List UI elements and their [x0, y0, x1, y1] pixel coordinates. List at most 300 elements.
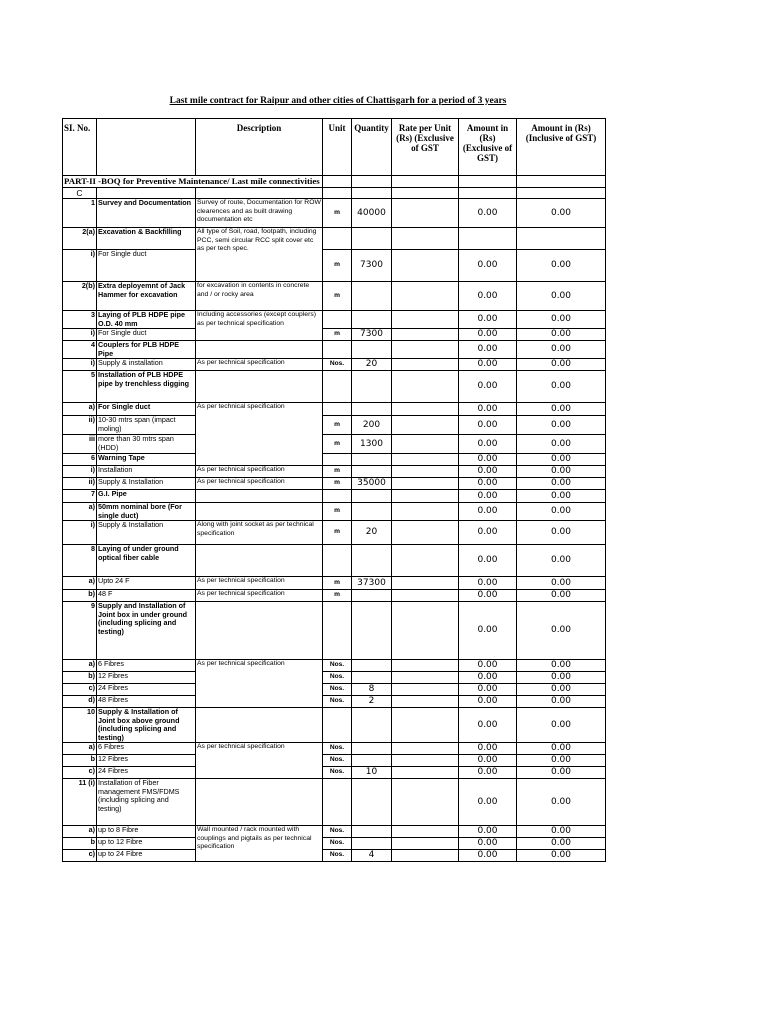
table-row [63, 503, 606, 521]
amount-inclusive: 0.00 [517, 755, 606, 767]
amount-exclusive: 0.00 [459, 199, 517, 228]
table-row [63, 545, 606, 577]
amount-inclusive: 0.00 [517, 602, 606, 660]
blank-cell [392, 188, 459, 199]
amount-inclusive: 0.00 [517, 329, 606, 341]
table-row [63, 577, 606, 590]
item-rate [392, 466, 459, 478]
table-row [63, 311, 606, 329]
item-rate [392, 660, 459, 672]
amount-inclusive: 0.00 [517, 341, 606, 359]
item-name: Couplers for PLB HDPE Pipe [97, 341, 196, 359]
item-description [196, 779, 323, 826]
item-unit: m [323, 466, 352, 478]
item-quantity: 200 [352, 416, 392, 435]
amount-exclusive: 0.00 [459, 466, 517, 478]
table-row [63, 755, 606, 767]
amount-exclusive: 0.00 [459, 416, 517, 435]
item-rate [392, 503, 459, 521]
item-unit [323, 371, 352, 403]
item-description [196, 708, 323, 743]
amount-exclusive: 0.00 [459, 341, 517, 359]
item-unit: Nos. [323, 660, 352, 672]
item-quantity: 7300 [352, 250, 392, 282]
item-name: G.I. Pipe [97, 490, 196, 503]
item-name: Supply & installation [97, 359, 196, 371]
item-number: iii [63, 435, 97, 454]
amount-inclusive: 0.00 [517, 478, 606, 490]
item-rate [392, 341, 459, 359]
item-rate [392, 838, 459, 850]
item-unit: m [323, 199, 352, 228]
item-description [196, 341, 323, 359]
item-number: 11 (i) [63, 779, 97, 826]
item-unit [323, 708, 352, 743]
item-rate [392, 478, 459, 490]
item-quantity [352, 602, 392, 660]
item-number: c) [63, 767, 97, 779]
blank-cell [517, 188, 606, 199]
item-quantity: 20 [352, 521, 392, 545]
amount-inclusive: 0.00 [517, 199, 606, 228]
amount-exclusive: 0.00 [459, 660, 517, 672]
item-quantity [352, 826, 392, 838]
item-quantity [352, 311, 392, 329]
item-description: As per technical specification [196, 743, 323, 779]
item-name: Supply and Installation of Joint box in under ground (including splicing and testing) [97, 602, 196, 660]
table-row [63, 684, 606, 696]
amount-exclusive: 0.00 [459, 503, 517, 521]
item-number: ii) [63, 478, 97, 490]
header-rate: Rate per Unit (Rs) (Exclusive of GST [392, 119, 459, 176]
item-description: Including accessories (except couplers) as per technical specification [196, 311, 323, 341]
amount-inclusive: 0.00 [517, 311, 606, 329]
amount-exclusive: 0.00 [459, 767, 517, 779]
amount-inclusive: 0.00 [517, 838, 606, 850]
amount-inclusive: 0.00 [517, 359, 606, 371]
item-description: for excavation in contents in concrete and / or rocky area [196, 282, 323, 311]
amount-inclusive: 0.00 [517, 416, 606, 435]
item-name: Excavation & Backfilling [97, 228, 196, 250]
item-number: 9 [63, 602, 97, 660]
header-quantity: Quantity [352, 119, 392, 176]
item-quantity: 1300 [352, 435, 392, 454]
item-quantity [352, 743, 392, 755]
amount-inclusive: 0.00 [517, 454, 606, 466]
item-quantity [352, 838, 392, 850]
item-quantity [352, 490, 392, 503]
item-name: 24 Fibres [97, 767, 196, 779]
item-name: For Single duct [97, 329, 196, 341]
item-name: 48 Fibres [97, 696, 196, 708]
amount-exclusive: 0.00 [459, 521, 517, 545]
table-row [63, 838, 606, 850]
amount-inclusive: 0.00 [517, 660, 606, 672]
item-unit: Nos. [323, 359, 352, 371]
item-name: 48 F [97, 590, 196, 602]
item-description [196, 545, 323, 577]
amount-exclusive: 0.00 [459, 672, 517, 684]
item-unit: m [323, 250, 352, 282]
item-quantity [352, 672, 392, 684]
item-description [196, 602, 323, 660]
blank-cell [352, 188, 392, 199]
item-rate [392, 403, 459, 416]
item-name: Supply & Installation [97, 521, 196, 545]
item-rate [392, 371, 459, 403]
item-number: i) [63, 250, 97, 282]
header-blank [97, 119, 196, 176]
amount-exclusive: 0.00 [459, 602, 517, 660]
item-name: up to 8 Fibre [97, 826, 196, 838]
amount-exclusive: 0.00 [459, 490, 517, 503]
item-unit [323, 341, 352, 359]
item-description: Wall mounted / rack mounted with couplings and pigtails as per technical specification [196, 826, 323, 862]
item-description [196, 490, 323, 503]
item-rate [392, 755, 459, 767]
item-rate [392, 577, 459, 590]
document-title-text: Last mile contract for Raipur and other cities of Chattisgarh for a period of 3 years [169, 96, 507, 106]
table-row [63, 329, 606, 341]
item-unit: m [323, 521, 352, 545]
item-rate [392, 696, 459, 708]
item-unit: m [323, 282, 352, 311]
item-rate [392, 767, 459, 779]
item-rate [392, 416, 459, 435]
blank-cell [97, 188, 196, 199]
item-unit: Nos. [323, 755, 352, 767]
item-rate [392, 708, 459, 743]
item-rate [392, 590, 459, 602]
item-name: Extra deployemnt of Jack Hammer for excavation [97, 282, 196, 311]
item-description: Survey of route, Documentation for ROW clearences and as built drawing documentation etc [196, 199, 323, 228]
table-row [63, 466, 606, 478]
item-rate [392, 850, 459, 862]
amount-exclusive: 0.00 [459, 311, 517, 329]
item-description: Along with joint socket as per technical specification [196, 521, 323, 545]
item-name: For Single duct [97, 403, 196, 416]
item-quantity: 40000 [352, 199, 392, 228]
section-label: C [63, 188, 97, 199]
blank-cell [392, 176, 459, 188]
item-name: more than 30 mtrs span (HDD) [97, 435, 196, 454]
item-rate [392, 250, 459, 282]
item-number: a) [63, 503, 97, 521]
amount-exclusive: 0.00 [459, 359, 517, 371]
item-description: As per technical specification [196, 359, 323, 371]
amount-inclusive: 0.00 [517, 545, 606, 577]
item-number: b) [63, 672, 97, 684]
item-description: All type of Soil, road, footpath, including PCC, semi circular RCC split cover etc as per tech spec. [196, 228, 323, 282]
item-name: 10-30 mtrs span (impact moling) [97, 416, 196, 435]
amount-exclusive: 0.00 [459, 696, 517, 708]
table-row [63, 416, 606, 435]
header-row [63, 119, 606, 176]
item-name: 12 Fibres [97, 755, 196, 767]
item-rate [392, 359, 459, 371]
item-rate [392, 826, 459, 838]
table-row [63, 478, 606, 490]
amount-inclusive: 0.00 [517, 490, 606, 503]
item-unit: Nos. [323, 684, 352, 696]
amount-inclusive: 0.00 [517, 696, 606, 708]
item-number: 6 [63, 454, 97, 466]
item-quantity [352, 779, 392, 826]
table-row [63, 602, 606, 660]
item-unit: m [323, 435, 352, 454]
item-quantity [352, 466, 392, 478]
blank-cell [517, 176, 606, 188]
item-number: i) [63, 359, 97, 371]
amount-exclusive: 0.00 [459, 850, 517, 862]
amount-exclusive: 0.00 [459, 743, 517, 755]
item-unit: m [323, 416, 352, 435]
item-rate [392, 684, 459, 696]
header-amount-exclusive: Amount in (Rs) (Exclusive of GST) [459, 119, 517, 176]
item-number: 8 [63, 545, 97, 577]
item-unit [323, 403, 352, 416]
amount-inclusive: 0.00 [517, 684, 606, 696]
item-number: d) [63, 696, 97, 708]
item-unit: Nos. [323, 850, 352, 862]
item-number: i) [63, 466, 97, 478]
item-number: 1 [63, 199, 97, 228]
amount-exclusive: 0.00 [459, 478, 517, 490]
amount-exclusive: 0.00 [459, 826, 517, 838]
item-name: 50mm nominal bore (For single duct) [97, 503, 196, 521]
item-rate [392, 602, 459, 660]
item-quantity [352, 755, 392, 767]
blank-cell [459, 188, 517, 199]
table-row [63, 228, 606, 250]
amount-exclusive: 0.00 [459, 577, 517, 590]
item-description: As per technical specification [196, 403, 323, 466]
item-number: 3 [63, 311, 97, 329]
amount-inclusive: 0.00 [517, 850, 606, 862]
item-quantity: 37300 [352, 577, 392, 590]
item-number: 2(a) [63, 228, 97, 250]
table-row [63, 826, 606, 838]
amount-inclusive [517, 228, 606, 250]
table-row [63, 521, 606, 545]
item-quantity [352, 590, 392, 602]
item-name: Upto 24 F [97, 577, 196, 590]
item-number: b [63, 755, 97, 767]
amount-inclusive: 0.00 [517, 521, 606, 545]
amount-inclusive: 0.00 [517, 577, 606, 590]
item-unit: Nos. [323, 767, 352, 779]
header-amount-inclusive: Amount in (Rs) (Inclusive of GST) [517, 119, 606, 176]
amount-exclusive: 0.00 [459, 403, 517, 416]
boq-table [62, 118, 606, 862]
amount-exclusive: 0.00 [459, 282, 517, 311]
table-row [63, 341, 606, 359]
item-name: 12 Fibres [97, 672, 196, 684]
header-description: Description [196, 119, 323, 176]
item-description [196, 371, 323, 403]
item-description: As per technical specification [196, 478, 323, 490]
table-row [63, 250, 606, 282]
item-number: a) [63, 743, 97, 755]
blank-cell [459, 176, 517, 188]
item-unit: m [323, 478, 352, 490]
item-rate [392, 779, 459, 826]
item-quantity: 20 [352, 359, 392, 371]
table-row [63, 696, 606, 708]
item-rate [392, 743, 459, 755]
table-row [63, 850, 606, 862]
item-number: 4 [63, 341, 97, 359]
item-rate [392, 435, 459, 454]
item-number: c) [63, 850, 97, 862]
item-description [196, 503, 323, 521]
item-rate [392, 199, 459, 228]
amount-inclusive: 0.00 [517, 371, 606, 403]
item-name: 6 Fibres [97, 743, 196, 755]
amount-exclusive: 0.00 [459, 371, 517, 403]
item-name: up to 24 Fibre [97, 850, 196, 862]
item-number: a) [63, 403, 97, 416]
item-unit: m [323, 577, 352, 590]
table-row [63, 454, 606, 466]
amount-inclusive: 0.00 [517, 779, 606, 826]
item-quantity: 2 [352, 696, 392, 708]
item-number: c) [63, 684, 97, 696]
item-name: Installation of PLB HDPE pipe by trenchless digging [97, 371, 196, 403]
amount-inclusive: 0.00 [517, 826, 606, 838]
item-unit: m [323, 590, 352, 602]
item-name: Supply & Installation of Joint box above ground (including splicing and testing) [97, 708, 196, 743]
table-row [63, 660, 606, 672]
item-quantity [352, 282, 392, 311]
document-title [0, 96, 676, 106]
item-quantity [352, 708, 392, 743]
item-description: As per technical specification [196, 466, 323, 478]
item-number: b) [63, 590, 97, 602]
item-rate [392, 329, 459, 341]
item-name: Installation [97, 466, 196, 478]
item-number: 5 [63, 371, 97, 403]
item-name: up to 12 Fibre [97, 838, 196, 850]
amount-exclusive [459, 228, 517, 250]
table-row [63, 743, 606, 755]
table-row [63, 590, 606, 602]
blank-cell [323, 176, 352, 188]
amount-inclusive: 0.00 [517, 403, 606, 416]
amount-exclusive: 0.00 [459, 435, 517, 454]
amount-exclusive: 0.00 [459, 684, 517, 696]
item-unit: Nos. [323, 826, 352, 838]
item-number: 10 [63, 708, 97, 743]
item-rate [392, 490, 459, 503]
amount-inclusive: 0.00 [517, 590, 606, 602]
item-rate [392, 454, 459, 466]
blank-cell [352, 176, 392, 188]
item-quantity [352, 454, 392, 466]
item-number: 2(b) [63, 282, 97, 311]
item-name: Installation of Fiber management FMS/FDMS (including splicing and testing) [97, 779, 196, 826]
amount-inclusive: 0.00 [517, 282, 606, 311]
item-unit: Nos. [323, 672, 352, 684]
item-quantity [352, 545, 392, 577]
item-name: Survey and Documentation [97, 199, 196, 228]
amount-inclusive: 0.00 [517, 743, 606, 755]
item-unit: m [323, 503, 352, 521]
item-rate [392, 282, 459, 311]
amount-exclusive: 0.00 [459, 755, 517, 767]
amount-inclusive: 0.00 [517, 250, 606, 282]
item-unit [323, 545, 352, 577]
amount-exclusive: 0.00 [459, 779, 517, 826]
amount-inclusive: 0.00 [517, 466, 606, 478]
item-quantity: 4 [352, 850, 392, 862]
item-unit: Nos. [323, 696, 352, 708]
item-name: Supply & Installation [97, 478, 196, 490]
header-sl-no: SI. No. [63, 119, 97, 176]
header-unit: Unit [323, 119, 352, 176]
amount-exclusive: 0.00 [459, 329, 517, 341]
item-quantity [352, 341, 392, 359]
item-quantity [352, 503, 392, 521]
item-rate [392, 672, 459, 684]
item-unit [323, 311, 352, 329]
item-name: Laying of PLB HDPE pipe O.D. 40 mm [97, 311, 196, 329]
blank-cell [196, 188, 323, 199]
item-quantity [352, 228, 392, 250]
part-heading: PART-II -BOQ for Preventive Maintenance/ Last mile connectivities [63, 176, 323, 188]
item-description: As per technical specification [196, 590, 323, 602]
amount-exclusive: 0.00 [459, 708, 517, 743]
item-quantity: 10 [352, 767, 392, 779]
item-number: i) [63, 521, 97, 545]
amount-inclusive: 0.00 [517, 708, 606, 743]
item-unit [323, 454, 352, 466]
item-number: a) [63, 660, 97, 672]
item-quantity: 35000 [352, 478, 392, 490]
item-name: Warning Tape [97, 454, 196, 466]
item-number: b [63, 838, 97, 850]
table-row [63, 490, 606, 503]
item-number: a) [63, 826, 97, 838]
item-unit: Nos. [323, 838, 352, 850]
amount-exclusive: 0.00 [459, 590, 517, 602]
amount-exclusive: 0.00 [459, 454, 517, 466]
item-unit: Nos. [323, 743, 352, 755]
table-row [63, 359, 606, 371]
amount-exclusive: 0.00 [459, 545, 517, 577]
section-row [63, 188, 606, 199]
item-number: i) [63, 329, 97, 341]
table-row [63, 199, 606, 228]
item-quantity [352, 403, 392, 416]
item-number: 7 [63, 490, 97, 503]
item-number: a) [63, 577, 97, 590]
amount-inclusive: 0.00 [517, 503, 606, 521]
item-name: Laying of under ground optical fiber cable [97, 545, 196, 577]
item-rate [392, 228, 459, 250]
item-quantity: 8 [352, 684, 392, 696]
amount-inclusive: 0.00 [517, 672, 606, 684]
item-rate [392, 545, 459, 577]
item-quantity [352, 660, 392, 672]
table-row [63, 672, 606, 684]
table-row [63, 708, 606, 743]
item-name: 24 Fibres [97, 684, 196, 696]
item-name: For Single duct [97, 250, 196, 282]
item-description: As per technical specification [196, 577, 323, 590]
amount-exclusive: 0.00 [459, 250, 517, 282]
part-heading-row [63, 176, 606, 188]
